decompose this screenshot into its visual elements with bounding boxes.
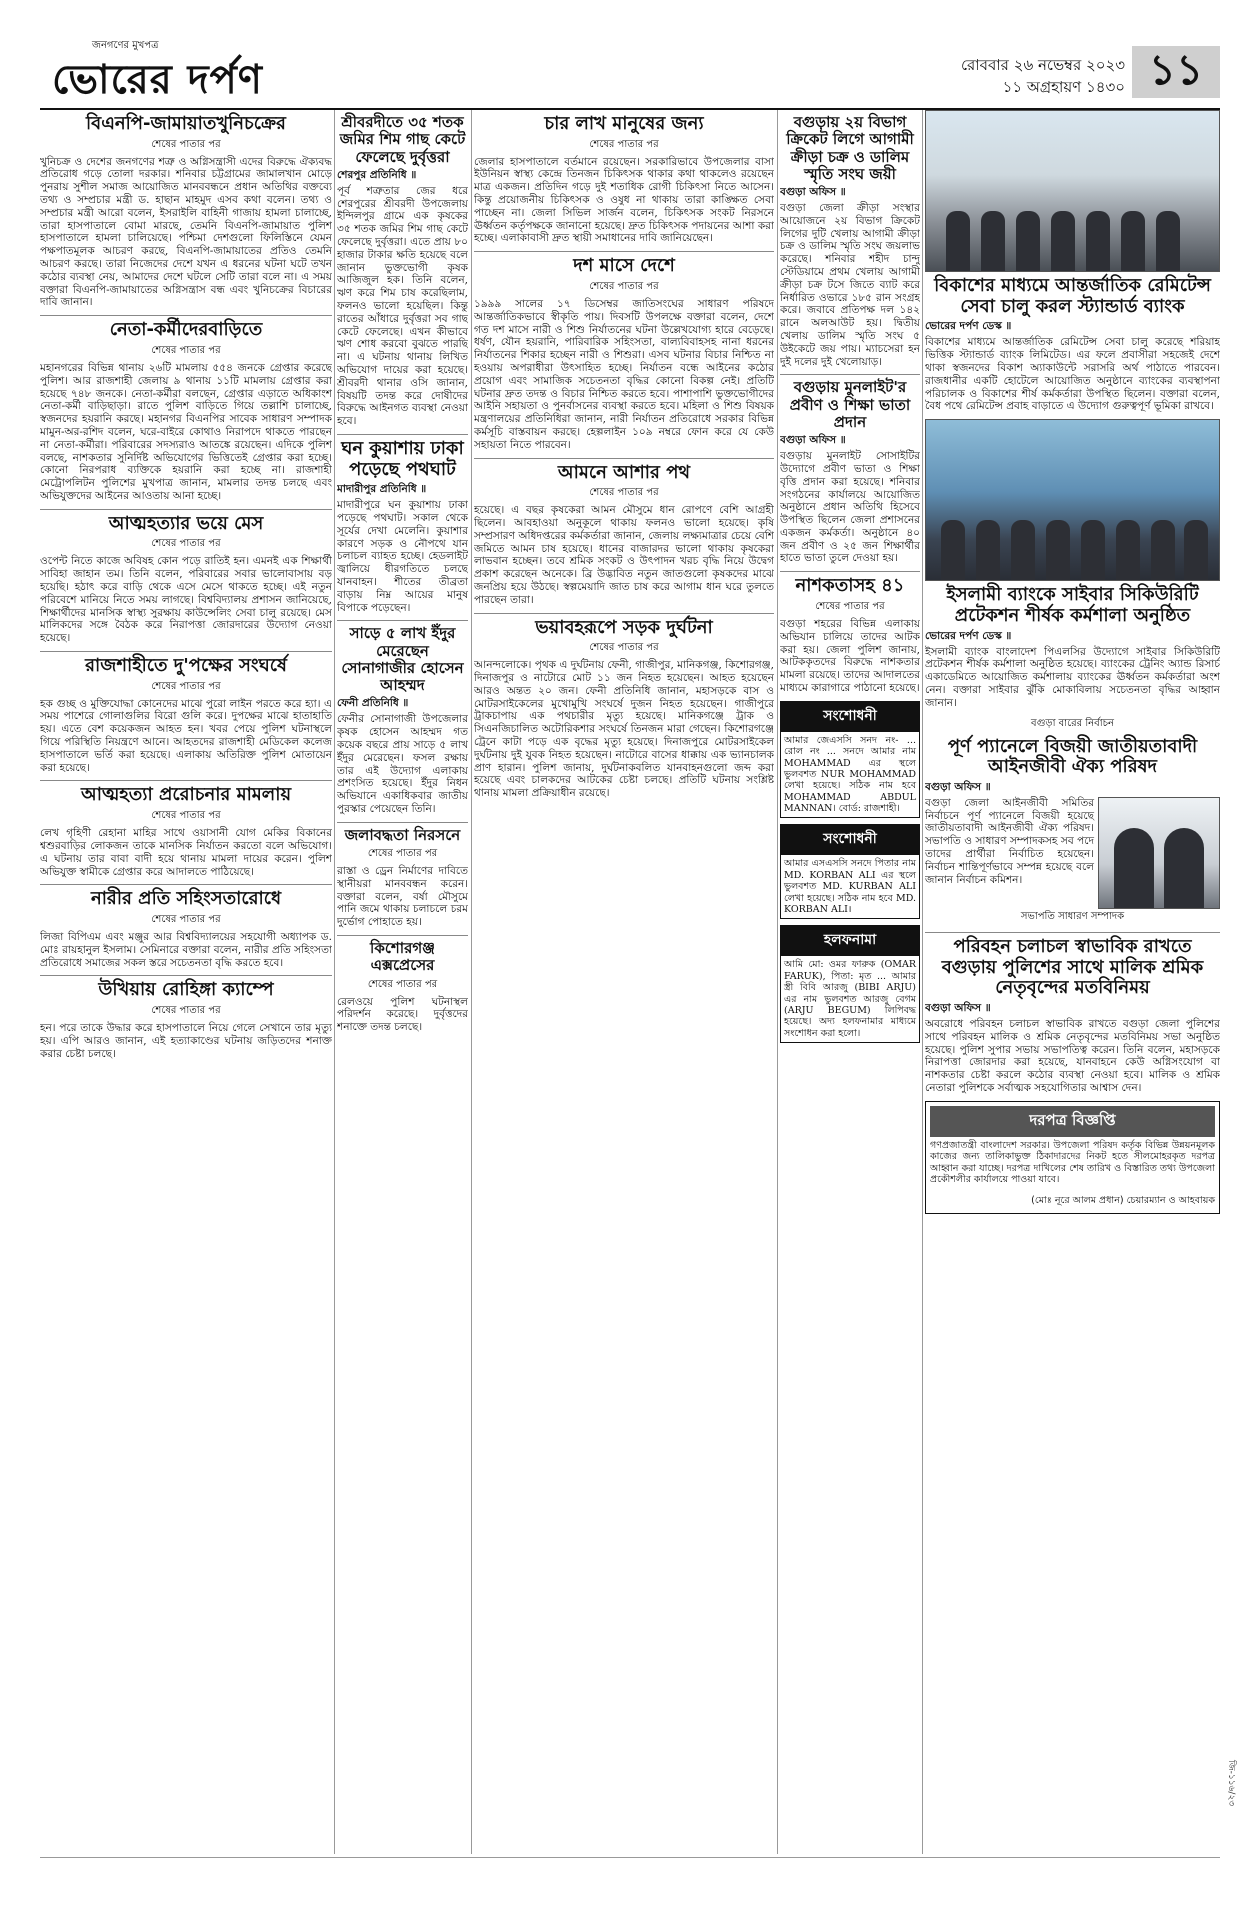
- divider: [925, 932, 1220, 933]
- person-figure: [1121, 211, 1145, 271]
- dateline: [961, 54, 1125, 98]
- headline: পূর্ণ প্যানেলে বিজয়ী জাতীয়তাবাদী আইনজীবী ঐক্য পরিষদ: [947, 735, 1198, 778]
- headline: নাশকতাসহ ৪১: [795, 575, 905, 597]
- person-figure: [1156, 211, 1180, 271]
- person-figure: [1046, 520, 1070, 580]
- headline: সাড়ে ৫ লাখ ইঁদুর মেরেছেন সোনাগাজীর হোসেন আহম্মদ: [341, 624, 464, 695]
- divider: [474, 251, 774, 252]
- continuation-label: শেষের পাতার পর: [367, 978, 438, 990]
- affidavit-notice: আমি মো: ওমর ফারুক (OMAR FARUK), পিতা: মৃত ... আমার স্ত্রী বিবি আরজু (BIBI ARJU) এর নাম ভুলবশত আরজু বেগম (ARJU BEGUM) লিপিবদ্ধ হয়েছে। অদ্য হলফনামার মাধ্যমে সংশোধন করা হলো।: [780, 955, 920, 1043]
- continuation-label: শেষের পাতার পর: [589, 138, 659, 150]
- byline: বগুড়া অফিস ॥: [925, 780, 991, 793]
- headline: নারীর প্রতি সহিংসতারোধে: [90, 888, 282, 910]
- article-body: রেলওয়ে পুলিশ ঘটনাস্থল পরিদর্শন করেছে। দুর্বৃত্তদের শনাক্তে তদন্ত চলছে।: [337, 995, 468, 1034]
- article-body: বগুড়া জেলা আইনজীবী সমিতির নির্বাচনে পূর্ণ প্যানেলে বিজয়ী হয়েছে জাতীয়তাবাদী আইনজীবী ঐক্য পরিষদ। সভাপতি ও সাধারণ সম্পাদকসহ সব পদে তাদের প্রার্থীরা নির্বাচিত হয়েছেন। নির্বাচন শান্তিপূর্ণভাবে সম্পন্ন হয়েছে বলে জানান নির্বাচন কমিশন।: [925, 796, 1094, 886]
- divider: [40, 975, 332, 976]
- article-body: বগুড়া শহরের বিভিন্ন এলাকায় অভিযান চালিয়ে তাদের আটক করা হয়। জেলা পুলিশ জানায়, আটককৃতদের বিরুদ্ধে নাশকতার মামলা রয়েছে। তাদের আদালতের মাধ্যমে কারাগারে পাঠানো হয়েছে।: [780, 617, 920, 694]
- headline: ইসলামী ব্যাংকে সাইবার সিকিউরিটি প্রটেকশন শীর্ষক কর্মশালা অনুষ্ঠিত: [946, 584, 1199, 626]
- story-remittance: [925, 276, 1220, 413]
- continuation-label: শেষের পাতার পর: [151, 1005, 221, 1017]
- continuation-label: শেষের পাতার পর: [589, 642, 659, 654]
- article-body: হন। পরে তাকে উদ্ধার করে হাসপাতালে নিয়ে গেলে সেখানে তার মৃত্যু হয়। এপি আরও জানান, এই হত্যাকাণ্ডের ঘটনায় জড়িতদের শনাক্ত করার চেষ্টা চলছে।: [40, 1022, 332, 1060]
- story-rohingya-camp: [40, 980, 332, 1060]
- section-label: বগুড়া বারের নির্বাচন: [1031, 717, 1114, 729]
- article-body: খুনিচক্র ও দেশের জনগণের শত্রু ও অগ্নিসন্ত্রাসী এদের বিরুদ্ধে ঐক্যবদ্ধ প্রতিরোধ গড়ে তোলা দরকার। শনিবার চট্টগ্রামের জামালখান মোড়ে পুনরায় সুশীল সমাজ আয়োজিত মানববন্ধনে প্রধান অতিথির বক্তব্যে তথ্য ও সম্প্রচার মন্ত্রী ড. হাছান মাহমুদ এসব কথা বলেন। তথ্য ও সম্প্রচার মন্ত্রী আরো বলেন, ইসরাইলি বাহিনী গাজায় হামলা চালাচ্ছে, তারা হাসপাতালে বোমা মারছে, তেমনি বিএনপি-জামায়াত পুলিশ হাসপাতালে হামলা চালিয়েছে। পশ্চিমা দেশগুলো ফিলিস্তিনে যেমন পক্ষপাতমূলক আচরণ করছে, বিএনপি-জামায়াতের প্রতিও তেমনি আচরণ করছে। তারা নিজেদের দেশে যখন এ ধরনের ঘটনা ঘটে তখন কঠোর ব্যবস্থা নেয়, আমাদের দেশে ঘটলে সেটি তারা বলে না। এ সময় বক্তারা বিএনপি-জামায়াতের অগ্নিসন্ত্রাস বন্ধ এবং খুনিচক্রের বিচারের দাবি জানান।: [40, 155, 332, 309]
- story-transport-meeting: [925, 937, 1220, 1095]
- article-body: বগুড়ায় মুনলাইট সোসাইটির উদ্যোগে প্রবীণ ভাতা ও শিক্ষা বৃত্তি প্রদান করা হয়েছে। শনিবার সংগঠনের কার্যালয়ে আয়োজিত অনুষ্ঠানে প্রধান অতিথি হিসেবে উপস্থিত ছিলেন জেলা প্রশাসনের একজন কর্মকর্তা। অনুষ্ঠানে ৪০ জন প্রবীণ ও ২৫ জন শিক্ষার্থীর হাতে ভাতা তুলে দেওয়া হয়।: [780, 450, 920, 565]
- article-body: ১৯৯৯ সালের ১৭ ডিসেম্বর জাতিসংঘের সাধারণ পরিষদে আন্তর্জাতিকভাবে স্বীকৃতি পায়। দিবসটি উপলক্ষে বক্তারা বলেন, দেশে গত দশ মাসে নারী ও শিশু নির্যাতনের ঘটনা উল্লেখযোগ্য হারে বেড়েছে। ধর্ষণ, যৌন হয়রানি, পারিবারিক সহিংসতা, বাল্যবিবাহসহ নানা ধরনের নির্যাতনের শিকার হচ্ছেন নারী ও শিশুরা। এসব ঘটনার বিচার নিশ্চিত না হওয়ায় অপরাধীরা উৎসাহিত হচ্ছে। নির্যাতন বন্ধে আইনের কঠোর প্রয়োগ এবং সামাজিক সচেতনতা বৃদ্ধির কোনো বিকল্প নেই। প্রতিটি ঘটনার দ্রুত তদন্ত ও বিচার নিশ্চিত করতে হবে। পাশাপাশি ভুক্তভোগীদের আইনি সহায়তা ও পুনর্বাসনের ব্যবস্থা করতে হবে। মহিলা ও শিশু বিষয়ক মন্ত্রণালয়ের প্রতিনিধিরা জানান, নারী নির্যাতন প্রতিরোধে সরকার বিভিন্ন কর্মসূচি বাস্তবায়ন করছে। হেল্পলাইন ১০৯ নম্বরে ফোন করে যে কেউ সহায়তা নিতে পারবেন।: [474, 297, 774, 451]
- story-aman-hope: [474, 463, 774, 607]
- person-figure: [1151, 520, 1175, 580]
- column-divider: [334, 110, 335, 1854]
- column-1: [40, 110, 332, 1854]
- event-photo: [925, 419, 1220, 581]
- article-body: মাদারীপুরে ঘন কুয়াশায় ঢাকা পড়েছে পথঘাট। সকাল থেকে সূর্যের দেখা মেলেনি। কুয়াশার কারণে সড়ক ও নৌপথে যান চলাচল ব্যাহত হচ্ছে। হেডলাইট জ্বালিয়ে ধীরগতিতে চলছে যানবাহন। শীতের তীব্রতা বাড়ায় নিম্ন আয়ের মানুষ বিপাকে পড়েছেন।: [337, 499, 468, 614]
- continuation-label: শেষের পাতার পর: [151, 680, 221, 692]
- story-violence-women: [40, 889, 332, 969]
- page-number: ১১: [1132, 46, 1220, 98]
- story-bean-plants: [337, 114, 468, 428]
- divider: [40, 884, 332, 885]
- article-body: অবরোধে পরিবহন চলাচল স্বাভাবিক রাখতে বগুড়া জেলা পুলিশের সাথে পরিবহন মালিক ও শ্রমিক নেতৃবৃন্দের মতবিনিময় সভা অনুষ্ঠিত হয়েছে। পুলিশ সুপার সভায় সভাপতিত্ব করেন। তিনি বলেন, মহাসড়কে নিরাপত্তা জোরদার করা হয়েছে, যানবাহনে কেউ অগ্নিসংযোগ বা নাশকতার চেষ্টা করলে কঠোর ব্যবস্থা নেওয়া হবে। মালিক ও শ্রমিক নেতারা পুলিশকে সর্বাত্মক সহযোগিতার আশ্বাস দেন।: [925, 1017, 1220, 1094]
- divider: [40, 509, 332, 510]
- headline: চার লাখ মানুষের জন্য: [544, 113, 704, 134]
- headline: উখিয়ায় রোহিঙ্গা ক্যাম্পে: [98, 979, 274, 1001]
- divider: [337, 620, 468, 621]
- person-figure: [1081, 520, 1105, 580]
- divider: [40, 315, 332, 316]
- continuation-label: শেষের পাতার পর: [151, 538, 221, 550]
- correction-heading: সংশোধনী: [780, 824, 920, 854]
- divider: [780, 571, 920, 572]
- headline: শ্রীবরদীতে ৩৫ শতক জমির শিম গাছ কেটে ফেলেছে দুর্বৃত্তরা: [339, 113, 466, 166]
- portrait-photo: [1098, 797, 1220, 909]
- headline: ভয়াবহরূপে সড়ক দুর্ঘটনা: [535, 616, 713, 638]
- person-figure: [941, 520, 965, 580]
- person-figure: [1114, 828, 1154, 908]
- article-body: ওপেন্ট নিতে কাজে অবিষহ কোন পড়ে রাতিই হন। এমনই এক শিক্ষার্থী সাবিহা জাহান তম। তিনি বলেন, পরিবারের সবার ভালোবাসায় বড় হয়েছি। হঠাৎ করে বাড়ি থেকে এসে মেসে থাকতে হচ্ছে। এই নতুন পরিবেশে মানিয়ে নিতে সময় লাগছে। বিশ্ববিদ্যালয় প্রশাসন জানিয়েছে, শিক্ষার্থীদের মানসিক স্বাস্থ্য সুরক্ষায় কাউন্সেলিং সেবা চালু রয়েছে। মেস মালিকদের সঙ্গে বৈঠক করে নিরাপত্তা জোরদারের উদ্যোগ নেওয়া হয়েছে।: [40, 555, 332, 645]
- continuation-label: শেষের পাতার পর: [151, 914, 221, 925]
- byline: ফেনী প্রতিনিধি ॥: [337, 697, 409, 710]
- person-figure: [1016, 211, 1040, 271]
- story-fog: [337, 439, 468, 615]
- byline: বগুড়া অফিস ॥: [780, 434, 846, 447]
- story-moonlight-allowance: [780, 379, 920, 565]
- story-suicide-case: [40, 785, 332, 878]
- person-figure: [1051, 211, 1075, 271]
- continuation-label: শেষের পাতার পর: [815, 600, 885, 612]
- person-figure: [1011, 520, 1035, 580]
- affidavit-heading: হলফনামা: [780, 925, 920, 955]
- headline: বিকাশের মাধ্যমে আন্তর্জাতিক রেমিটেন্স সেবা চালু করল স্ট্যান্ডার্ড ব্যাংক: [934, 275, 1211, 317]
- story-rats: [337, 625, 468, 815]
- headline: আমনে আশার পথ: [557, 461, 691, 483]
- correction-notice: আমার এসএসসি সনদে পিতার নাম MD. KORBAN ALI এর স্থলে ভুলবশত MD. KURBAN ALI লেখা হয়েছে। সঠিক নাম হবে MD. KORBAN ALI।: [780, 854, 920, 919]
- person-figure: [1086, 211, 1110, 271]
- divider: [337, 822, 468, 823]
- continuation-label: শেষের পাতার পর: [367, 848, 438, 860]
- person-figure: [981, 211, 1005, 271]
- footer-rule: [40, 1857, 1220, 1858]
- headline: কিশোরগঞ্জ এক্সপ্রেসের: [370, 939, 435, 975]
- story-rajshahi-clash: [40, 656, 332, 774]
- article-body: বগুড়া জেলা ক্রীড়া সংস্থার আয়োজনে ২য় বিভাগ ক্রিকেট লিগের দুটি খেলায় আগামী ক্রীড়া চক্র ও ডালিম স্মৃতি সংঘ জয়লাভ করেছে। শনিবার শহীদ চান্দু স্টেডিয়ামে প্রথম খেলায় আগামী ক্রীড়া চক্র টসে জিতে ব্যাট করে নির্ধারিত ওভারে ১৮৫ রান সংগ্রহ করে। জবাবে প্রতিপক্ষ দল ১৪২ রানে অলআউট হয়। দ্বিতীয় খেলায় ডালিম স্মৃতি সংঘ ৫ উইকেটে জয় পায়। ম্যাচসেরা হন দুই দলের দুই খেলোয়াড়।: [780, 202, 920, 368]
- column-4: [780, 110, 920, 1854]
- story-leaders-homes: [40, 320, 332, 502]
- person-figure: [1164, 828, 1204, 908]
- byline: বগুড়া অফিস ॥: [925, 1001, 991, 1014]
- article-body: হয়েছে। এ বছর কৃষকেরা আমন মৌসুমে ধান রোপণে বেশি আগ্রহী ছিলেন। আবহাওয়া অনুকূলে থাকায় ফলনও ভালো হয়েছে। কৃষি সম্প্রসারণ অধিদপ্তরের কর্মকর্তারা জানান, জেলায় লক্ষ্যমাত্রার চেয়ে বেশি জমিতে আমন চাষ হয়েছে। ধানের বাজারদর ভালো থাকায় কৃষকেরা লাভবান হচ্ছেন। তবে শ্রমিক সংকট ও উৎপাদন খরচ বৃদ্ধি নিয়ে উদ্বেগ প্রকাশ করেছেন অনেকে। ব্রি উদ্ভাবিত নতুন জাতগুলো কৃষকদের মাঝে জনপ্রিয় হয়ে উঠছে। স্বল্পমেয়াদি জাত চাষ করে আগাম ধান ঘরে তুলতে পারছেন তারা।: [474, 504, 774, 606]
- person-figure: [976, 520, 1000, 580]
- article-body: মহানগরের বিভিন্ন থানায় ২৬টি মামলায় ৫৫৪ জনকে গ্রেপ্তার করেছে পুলিশ। আর রাজশাহী জেলায় ৯ থানায় ১১টি মামলায় গ্রেপ্তার করা হয়েছে ৭৪৮ জনকে। নেতা-কর্মীরা বলছেন, গ্রেপ্তার এড়াতে অধিকাংশ নেতা-কর্মী বাড়িছাড়া। রাতে পুলিশ বাড়িতে গিয়ে তল্লাশি চালাচ্ছে, স্বজনদের হয়রানি করছে। মহানগর বিএনপির সাবেক সাধারণ সম্পাদক মামুন-অর-রশিদ বলেন, ঘরে-বাইরে কোথাও নিরাপদে থাকতে পারছেন না নেতা-কর্মীরা। পরিবারের সদস্যরাও আতঙ্কে রয়েছেন। এদিকে পুলিশ বলছে, নাশকতার সুনির্দিষ্ট অভিযোগের ভিত্তিতেই গ্রেপ্তার করা হচ্ছে। কোনো নিরপরাধ ব্যক্তিকে হয়রানি করা হচ্ছে না। রাজশাহী মেট্রোপলিটন পুলিশের মুখপাত্র জানান, মামলার তদন্ত চলছে এবং অভিযুক্তদের আইনের আওতায় আনা হচ্ছে।: [40, 361, 332, 502]
- ad-code: জি-১১৬/২৩: [1226, 1760, 1236, 1807]
- column-divider: [471, 110, 472, 1854]
- article-body: ইসলামী ব্যাংক বাংলাদেশ পিএলসির উদ্যোগে সাইবার সিকিউরিটি প্রটেকশন শীর্ষক কর্মশালা অনুষ্ঠিত হয়েছে। ব্যাংকের ট্রেনিং অ্যান্ড রিসার্চ একাডেমিতে আয়োজিত কর্মশালায় ব্যাংকের ঊর্ধ্বতন কর্মকর্তারা অংশ নেন। বক্তারা সাইবার ঝুঁকি মোকাবিলায় সচেতনতা বৃদ্ধির আহ্বান জানান।: [925, 645, 1220, 709]
- headline: রাজশাহীতে দু'পক্ষের সংঘর্ষে: [85, 654, 287, 676]
- article-body: লেখ গৃহিণী রেহানা মাহির সাথে ওয়াসানী যোগ মেকির বিকানের শ্বশুরবাড়ির লোকজন তাকে মানসিক নির্যাতন করতো বলে অভিযোগ। এ ঘটনায় তার বাবা বাদী হয়ে থানায় মামলা দায়ের করেন। পুলিশ অভিযুক্ত স্বামীকে গ্রেপ্তার করে আদালতে পাঠিয়েছে।: [40, 827, 332, 878]
- byline: মাদারীপুর প্রতিনিধি ॥: [337, 483, 427, 496]
- tagline: জনগণের মুখপত্র: [92, 40, 159, 51]
- masthead: [40, 38, 1220, 110]
- continuation-label: শেষের পাতার পর: [151, 138, 221, 150]
- divider: [337, 434, 468, 435]
- divider: [474, 613, 774, 614]
- article-body: আনন্দলোকে। পৃথক এ দুর্ঘটনায় ফেনী, গাজীপুর, মানিকগঞ্জ, কিশোরগঞ্জ, দিনাজপুর ও নাটোরে মোট ১১ জন নিহত হয়েছেন। আহত হয়েছেন আরও অন্তত ২০ জন। ফেনী প্রতিনিধি জানান, মহাসড়কে বাস ও মোটরসাইকেলের মুখোমুখি সংঘর্ষে দুজন নিহত হয়েছেন। গাজীপুরে ট্রাকচাপায় এক পথচারীর মৃত্যু হয়েছে। মানিকগঞ্জে ট্রাক ও সিএনজিচালিত অটোরিকশার সংঘর্ষে তিনজন মারা গেছেন। কিশোরগঞ্জে ট্রেনে কাটা পড়ে এক বৃদ্ধের মৃত্যু হয়েছে। দিনাজপুরে মোটরসাইকেল দুর্ঘটনায় দুই যুবক নিহত হয়েছেন। নাটোরে বাসের ধাক্কায় এক ভ্যানচালক প্রাণ হারান। পুলিশ জানায়, দুর্ঘটনাকবলিত যানবাহনগুলো জব্দ করা হয়েছে এবং চালকদের আটকের চেষ্টা চলছে। প্রতিটি ঘটনায় সংশ্লিষ্ট থানায় মামলা প্রক্রিয়াধীন রয়েছে।: [474, 659, 774, 800]
- continuation-label: শেষের পাতার পর: [589, 487, 659, 499]
- story-ten-months: [474, 256, 774, 451]
- byline: বগুড়া অফিস ॥: [780, 186, 846, 198]
- continuation-label: শেষের পাতার পর: [151, 810, 221, 822]
- article-body: ফেনীর সোনাগাজী উপজেলার কৃষক হোসেন আহম্মদ গত কয়েক বছরে প্রায় সাড়ে ৫ লাখ ইঁদুর মেরেছেন। ফসল রক্ষায় তার এই উদ্যোগ এলাকায় প্রশংসিত হয়েছে। ইঁদুর নিধন অভিযানে একাধিকবার জাতীয় পুরস্কার পেয়েছেন তিনি।: [337, 713, 468, 816]
- column-3: [474, 110, 774, 1854]
- byline: ভোরের দর্পণ ডেস্ক ॥: [925, 320, 1012, 333]
- divider: [337, 935, 468, 936]
- story-kishoreganj-express: [337, 940, 468, 1034]
- headline: নেতা-কর্মীদেরবাড়িতে: [109, 319, 263, 341]
- article-body: হক গুচ্ছ ও মুক্তিযোদ্ধা কোনেদের মাঝে পুরো লাইন পরতে করে হ্যা। এ সময় পাশেরে গোলাগুলির বিরো গুলি করে। দুপক্ষের মাঝে হাতাহাতি হয়। এতে বেশ কয়েকজন আহত হন। খবর পেয়ে পুলিশ ঘটনাস্থলে গিয়ে পরিস্থিতি নিয়ন্ত্রণে আনে। আহতদের রাজশাহী মেডিকেল কলেজ হাসপাতালে ভর্তি করা হয়েছে। এলাকায় অতিরিক্ত পুলিশ মোতায়েন করা হয়েছে।: [40, 697, 332, 774]
- divider: [40, 651, 332, 652]
- story-four-lakh-people: [474, 114, 774, 245]
- byline: শেরপুর প্রতিনিধি ॥: [337, 168, 417, 181]
- continuation-label: শেষের পাতার পর: [151, 344, 221, 356]
- story-sabotage-41: [780, 576, 920, 694]
- article-body: লিজা বিপিএম এবং মঞ্জুর আর বিশ্ববিদ্যালয়ের সহযোগী অধ্যাপক ড. মোঃ রায়হানুল ইসলাম। সেমিনারে বক্তারা বলেন, নারীর প্রতি সহিংসতা প্রতিরোধে সমাজের সকল স্তরে সচেতনতা বৃদ্ধি করতে হবে।: [40, 931, 332, 969]
- headline: জলাবদ্ধতা নিরসনে: [344, 825, 461, 844]
- column-2: [337, 110, 468, 1854]
- headline: বিএনপি-জামায়াতখুনিচক্রের: [86, 113, 286, 134]
- story-bnp-jamaat: [40, 114, 332, 309]
- story-mess-fear: [40, 514, 332, 645]
- story-waterlogging: [337, 827, 468, 929]
- headline: দশ মাসে দেশে: [573, 255, 675, 277]
- story-road-accident: [474, 618, 774, 800]
- column-5: [925, 110, 1220, 1854]
- notice-signature: (মোঃ নূরে আলম প্রধান) চেয়ারম্যান ও আহবায়ক: [1031, 1195, 1215, 1207]
- article-body: রাস্তা ও ড্রেন নির্মাণের দাবিতে স্থানীয়রা মানববন্ধন করেন। বক্তারা বলেন, বর্ষা মৌসুমে পানি জমে থাকায় চলাচলে চরম দুর্ভোগ পোহাতে হয়।: [337, 865, 468, 929]
- date-bengali: ১১ অগ্রহায়ণ ১৪৩০: [1002, 78, 1125, 96]
- event-photo: [925, 110, 1220, 272]
- article-body: জেলার হাসপাতালে বর্তমানে রয়েছেন। সরকারিভাবে উপজেলার বাসা ইউনিয়ন স্বাস্থ্য কেন্দ্রে তিনজন চিকিৎসক থাকার কথা থাকলেও রয়েছেন মাত্র একজন। প্রতিদিন গড়ে দুই শতাধিক রোগী চিকিৎসা নিতে আসেন। কিন্তু প্রয়োজনীয় চিকিৎসক ও ওষুধ না থাকায় তারা কাঙ্ক্ষিত সেবা পাচ্ছেন না। জেলা সিভিল সার্জন বলেন, চিকিৎসক সংকট নিরসনে ঊর্ধ্বতন কর্তৃপক্ষকে জানানো হয়েছে। দ্রুত চিকিৎসক পদায়নের আশা করা হচ্ছে। এলাকাবাসী দ্রুত স্থায়ী সমাধানের দাবি জানিয়েছেন।: [474, 155, 774, 245]
- byline: ভোরের দর্পণ ডেস্ক ॥: [925, 629, 1012, 642]
- story-cyber-security: [925, 585, 1220, 709]
- divider: [474, 458, 774, 459]
- headline: বগুড়ায় ২য় বিভাগ ক্রিকেট লিগে আগামী ক্রীড়া চক্র ও ডালিম স্মৃতি সংঘ জয়ী: [786, 113, 914, 183]
- story-cricket-league: [780, 114, 920, 368]
- headline: ঘন কুয়াশায় ঢাকা পড়েছে পথঘাট: [341, 437, 464, 480]
- person-figure: [1116, 520, 1140, 580]
- divider: [780, 374, 920, 375]
- date-gregorian: রোববার ২৬ নভেম্বর ২০২৩: [960, 56, 1125, 74]
- correction-heading: সংশোধনী: [780, 701, 920, 731]
- photo-caption: সভাপতি সাধারণ সম্পাদক: [1020, 910, 1125, 922]
- story-bar-election: [925, 737, 1220, 926]
- column-divider: [922, 110, 923, 1854]
- correction-notice: আমার জেএসসি সনদ নং- ... রোল নং ... সনদে আমার নাম MOHAMMAD এর স্থলে ভুলবশত NUR MOHAMMAD লেখা হয়েছে। সঠিক নাম হবে MOHAMMAD ABDUL MANNAN। বোর্ড: রাজশাহী।: [780, 731, 920, 819]
- headline: পরিবহন চলাচল স্বাভাবিক রাখতে বগুড়ায় পুলিশের সাথে মালিক শ্রমিক নেতৃবৃন্দের মতবিনিময়: [941, 935, 1204, 999]
- article-body: পূর্ব শত্রুতার জের ধরে শেরপুরের শ্রীবরদী উপজেলায় ইন্দিলপুর গ্রামে এক কৃষকের ৩৫ শতক জমির শিম গাছ কেটে ফেলেছে দুর্বৃত্তরা। এতে প্রায় ৮০ হাজার টাকার ক্ষতি হয়েছে বলে জানান ভুক্তভোগী কৃষক আজিজুল হক। তিনি বলেন, ঋণ করে শিম চাষ করেছিলাম, ফলনও ভালো হয়েছিল। কিন্তু রাতের আঁধারে দুর্বৃত্তরা সব গাছ কেটে ফেলেছে। এখন কীভাবে ঋণ শোধ করবো বুঝতে পারছি না। এ ঘটনায় থানায় লিখিত অভিযোগ দায়ের করা হয়েছে। শ্রীবরদী থানার ওসি জানান, বিষয়টি তদন্ত করে দোষীদের বিরুদ্ধে আইনগত ব্যবস্থা নেওয়া হবে।: [337, 184, 468, 428]
- tender-notice: [925, 1101, 1220, 1214]
- continuation-label: শেষের পাতার পর: [589, 280, 659, 292]
- column-divider: [777, 110, 778, 1854]
- notice-heading: দরপত্র বিজ্ঞপ্তি: [930, 1106, 1215, 1137]
- person-figure: [946, 211, 970, 271]
- notice-body: গণপ্রজাতন্ত্রী বাংলাদেশ সরকার। উপজেলা পরিষদ কর্তৃক বিভিন্ন উন্নয়নমূলক কাজের জন্য তালিকাভুক্ত ঠিকাদারদের নিকট হতে সীলমোহরকৃত দরপত্র আহ্বান করা যাচ্ছে। দরপত্র দাখিলের শেষ তারিখ ও বিস্তারিত তথ্য উপজেলা প্রকৌশলীর কার্যালয়ে পাওয়া যাবে।: [930, 1139, 1215, 1186]
- headline: আত্মহত্যা প্ররোচনার মামলায়: [80, 784, 292, 806]
- headline: আত্মহত্যার ভয়ে মেস: [108, 512, 264, 534]
- person-figure: [1184, 520, 1208, 580]
- newspaper-logo: ভোরের দর্পণ: [52, 57, 263, 103]
- divider: [40, 780, 332, 781]
- headline: বগুড়ায় মুনলাইট'র প্রবীণ ও শিক্ষা ভাতা প্রদান: [789, 378, 911, 431]
- article-body: বিকাশের মাধ্যমে আন্তর্জাতিক রেমিটেন্স সেবা চালু করেছে শরিয়াহ ভিত্তিক স্ট্যান্ডার্ড ব্যাংক লিমিটেড। এর ফলে প্রবাসীরা সহজেই দেশে থাকা স্বজনদের বিকাশ অ্যাকাউন্টে সরাসরি অর্থ পাঠাতে পারবেন। রাজধানীর একটি হোটেলে আয়োজিত অনুষ্ঠানে ব্যাংকের ব্যবস্থাপনা পরিচালক ও বিকাশের শীর্ষ কর্মকর্তারা উপস্থিত ছিলেন। বক্তারা বলেন, বৈধ পথে রেমিটেন্স প্রবাহ বাড়াতে এ উদ্যোগ গুরুত্বপূর্ণ ভূমিকা রাখবে।: [925, 336, 1220, 413]
